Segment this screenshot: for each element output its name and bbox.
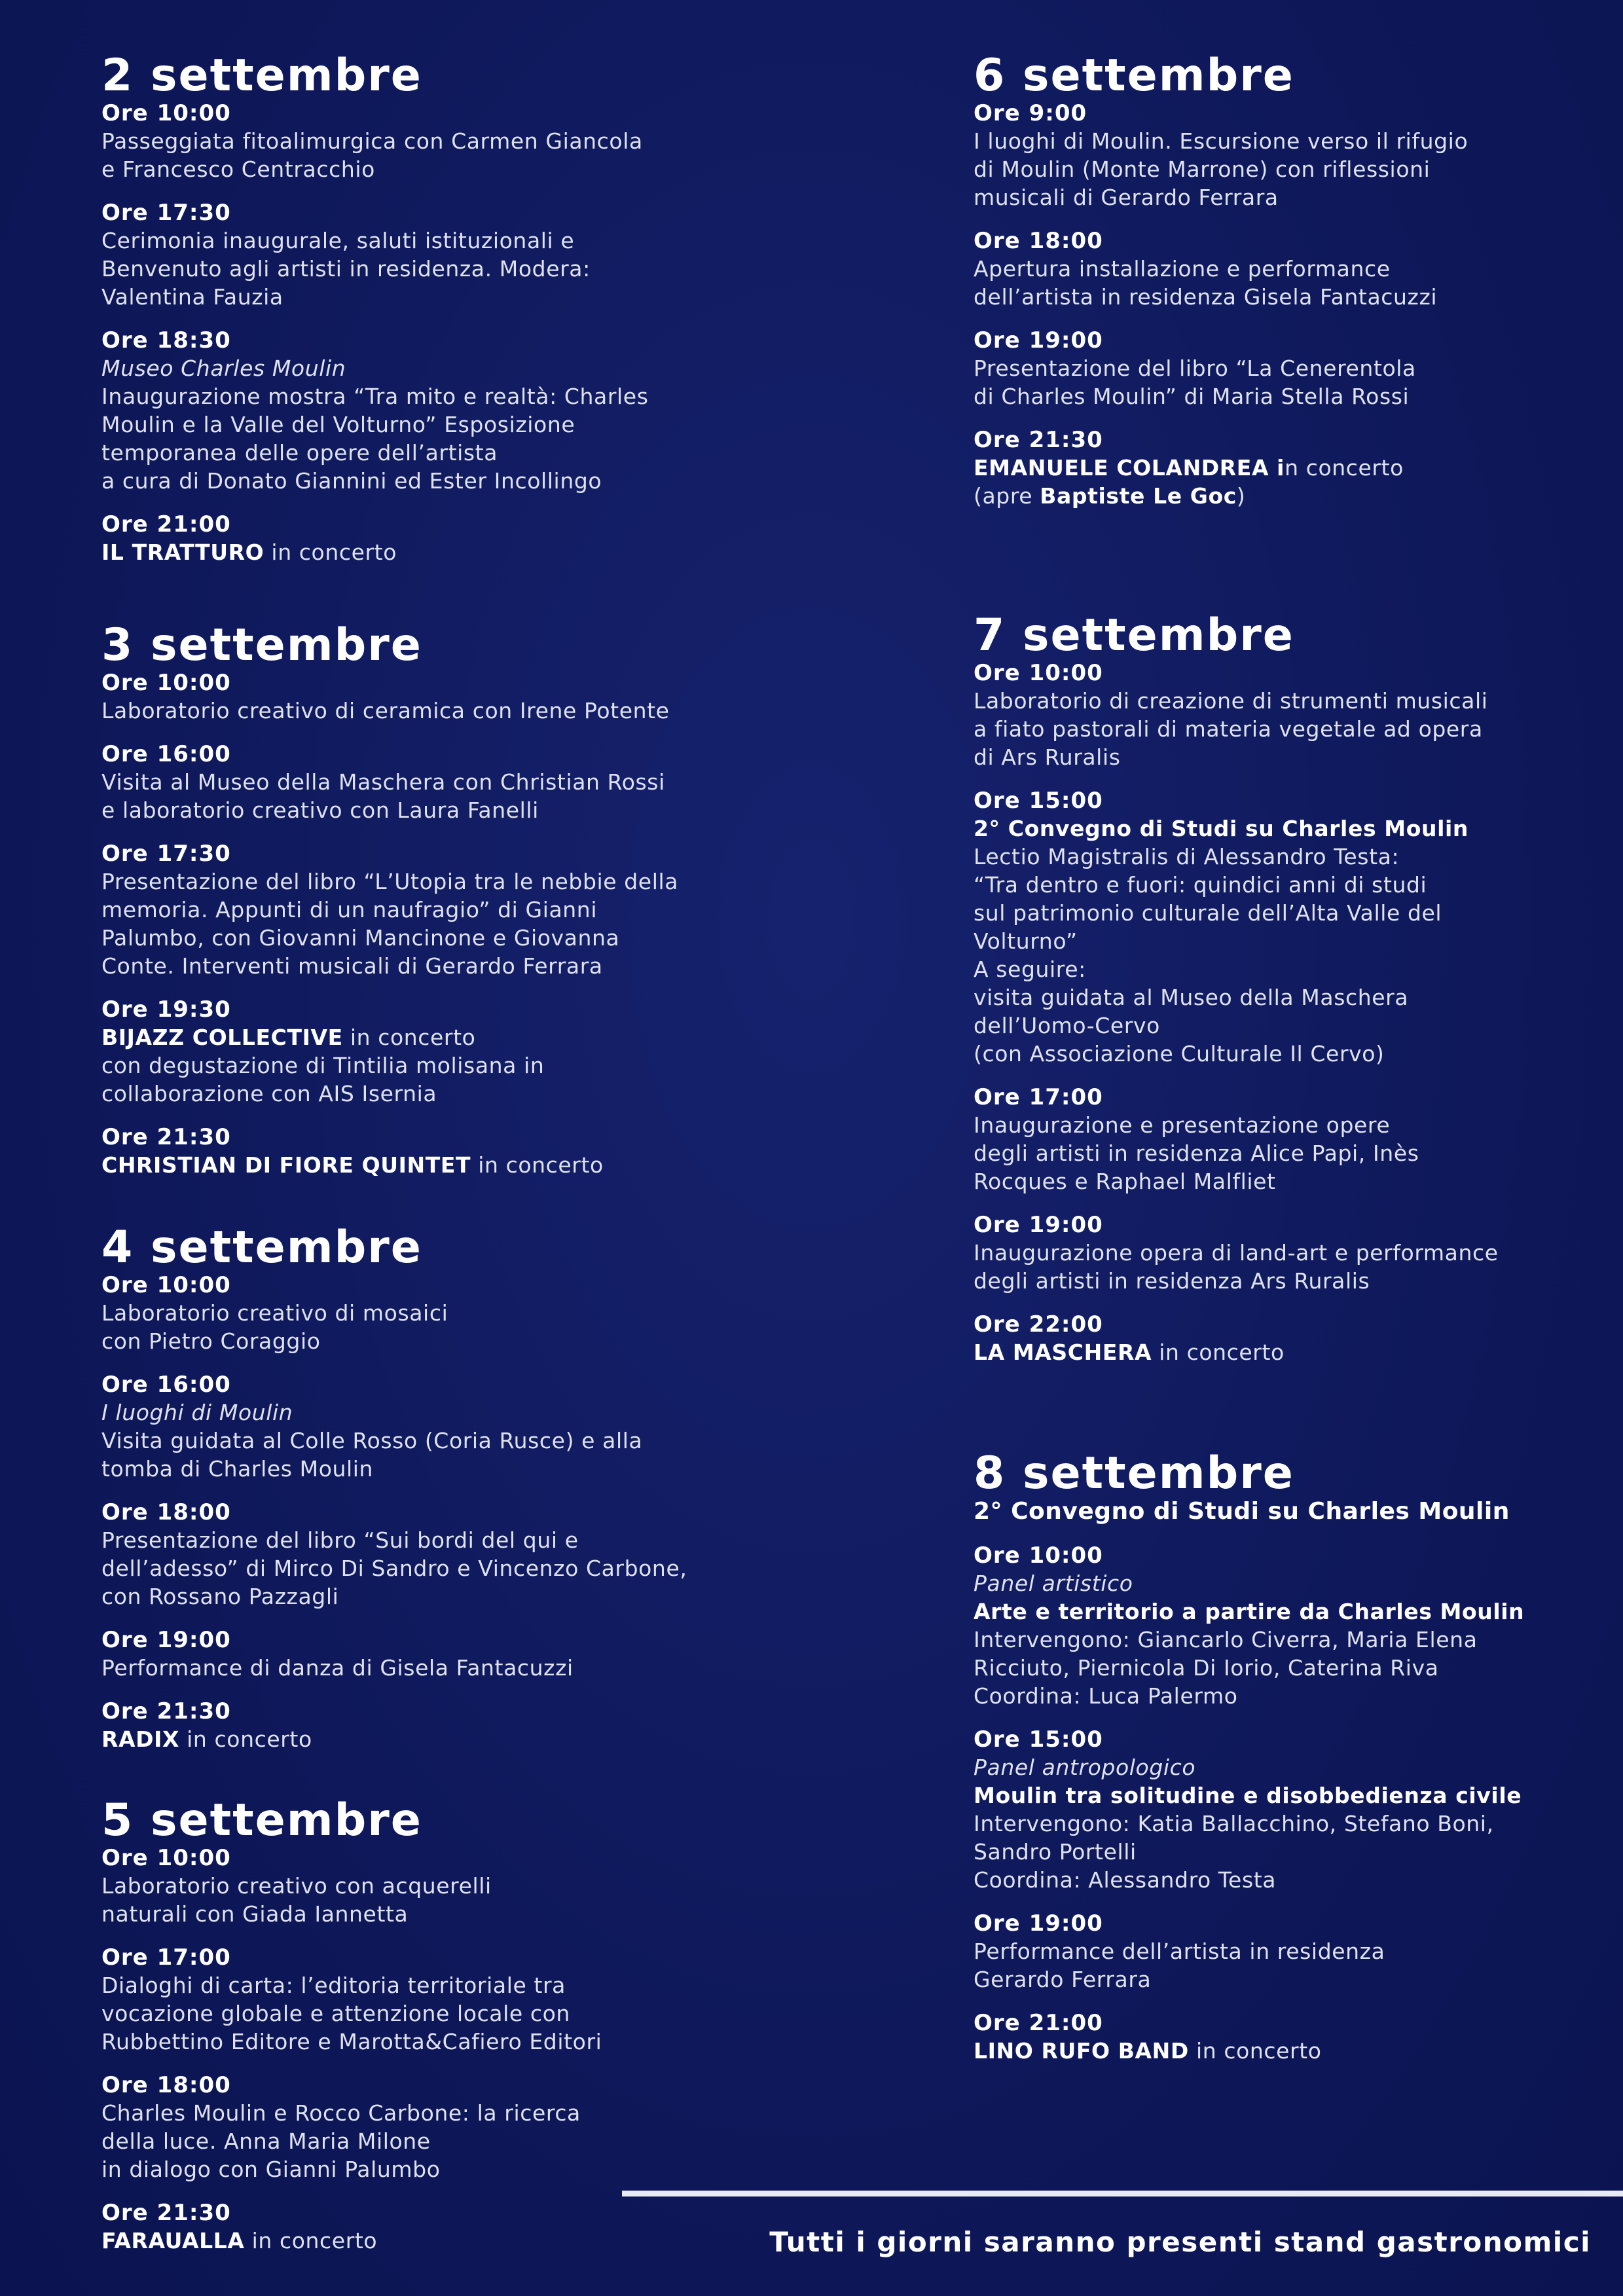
performer-name: EMANUELE COLANDREA i xyxy=(974,455,1285,481)
performer-name: LINO RUFO BAND xyxy=(974,2038,1189,2064)
event-description-line: Lectio Magistralis di Alessandro Testa: xyxy=(974,844,1400,869)
opening-suffix: ) xyxy=(1236,483,1246,509)
event-description-line: dell’adesso” di Mirco Di Sandro e Vincenzo Carbone, xyxy=(101,1556,687,1581)
event-description-line: visita guidata al Museo della Maschera xyxy=(974,985,1409,1010)
day-block xyxy=(974,52,1582,526)
event-location: Panel artistico xyxy=(974,1571,1133,1596)
event-description-line: dell’artista in residenza Gisela Fantacuzzi xyxy=(974,284,1438,310)
event-description-line: Laboratorio creativo con acquerelli xyxy=(101,1873,492,1899)
event-description-line: memoria. Appunti di un naufragio” di Gianni xyxy=(101,897,598,922)
event-time: Ore 9:00 xyxy=(974,100,1087,126)
schedule-entry xyxy=(974,1726,1582,1894)
performer-suffix: in concerto xyxy=(1188,2038,1322,2064)
event-description-line: Inaugurazione mostra “Tra mito e realtà: Charles xyxy=(101,384,649,409)
event-time: Ore 21:30 xyxy=(101,1124,231,1150)
schedule-entry xyxy=(974,1542,1582,1710)
event-time: Ore 15:00 xyxy=(974,1726,1103,1753)
event-time: Ore 10:00 xyxy=(101,1272,231,1298)
event-description-line: Intervengono: Katia Ballacchino, Stefano Boni, xyxy=(974,1811,1494,1836)
event-time: Ore 21:00 xyxy=(974,2010,1103,2036)
event-description-line: I luoghi di Moulin. Escursione verso il rifugio xyxy=(974,128,1468,154)
schedule-entry xyxy=(101,740,795,824)
day-title: 6 settembre xyxy=(974,50,1294,101)
schedule-entry xyxy=(101,840,795,980)
schedule-entry xyxy=(974,2009,1582,2065)
event-description-line: di Moulin (Monte Marrone) con riflessioni xyxy=(974,156,1431,182)
schedule-entry xyxy=(101,1499,795,1611)
schedule-entry xyxy=(974,1311,1582,1366)
day-block xyxy=(101,619,795,1195)
schedule-entry xyxy=(974,100,1582,211)
performer-suffix: in concerto xyxy=(179,1726,312,1752)
footer-note: Tutti i giorni saranno presenti stand gastronomici xyxy=(769,2226,1591,2258)
event-description-line: Visita al Museo della Maschera con Christian Rossi xyxy=(101,769,665,795)
performer-line xyxy=(974,1338,1582,1366)
event-description-line: a cura di Donato Giannini ed Ester Incollingo xyxy=(101,468,602,494)
event-description-line: Volturno” xyxy=(974,928,1078,954)
event-time: Ore 19:00 xyxy=(101,1627,231,1653)
event-time: Ore 10:00 xyxy=(101,670,231,696)
event-description-line: Ricciuto, Piernicola Di Iorio, Caterina Riva xyxy=(974,1655,1439,1681)
day-title: 3 settembre xyxy=(101,619,422,671)
event-location: I luoghi di Moulin xyxy=(101,1400,293,1425)
event-description-line: dell’Uomo-Cervo xyxy=(974,1013,1160,1038)
event-time: Ore 18:30 xyxy=(101,327,231,354)
event-description-line: Performance di danza di Gisela Fantacuzzi xyxy=(101,1655,574,1681)
event-heading: Arte e territorio a partire da Charles Moulin xyxy=(974,1599,1525,1624)
event-time: Ore 15:00 xyxy=(974,788,1103,814)
event-heading: 2° Convegno di Studi su Charles Moulin xyxy=(974,816,1469,841)
event-description-line: con Pietro Coraggio xyxy=(101,1328,321,1354)
left-column xyxy=(101,50,795,2253)
performer-line xyxy=(101,1151,795,1179)
event-description-line: Laboratorio creativo di mosaici xyxy=(101,1300,448,1326)
day-block xyxy=(101,52,795,582)
event-description-line: Valentina Fauzia xyxy=(101,284,283,310)
schedule-entry xyxy=(101,996,795,1108)
event-description-line: della luce. Anna Maria Milone xyxy=(101,2128,431,2154)
event-time: Ore 21:00 xyxy=(101,511,231,538)
schedule-entry xyxy=(974,1084,1582,1195)
schedule-entry xyxy=(101,1271,795,1355)
event-description-line: Inaugurazione e presentazione opere xyxy=(974,1112,1391,1138)
event-description-line: Coordina: Luca Palermo xyxy=(974,1683,1238,1709)
performer-suffix: in concerto xyxy=(342,1025,476,1050)
event-time: Ore 10:00 xyxy=(101,1845,231,1871)
event-description-line: Coordina: Alessandro Testa xyxy=(974,1867,1277,1893)
right-column xyxy=(974,52,1582,2147)
event-description-line: degli artisti in residenza Alice Papi, Inès xyxy=(974,1140,1419,1166)
performer-name: CHRISTIAN DI FIORE QUINTET xyxy=(101,1152,471,1178)
event-description-line: (con Associazione Culturale Il Cervo) xyxy=(974,1041,1385,1066)
footer-divider xyxy=(622,2191,1623,2196)
event-description-line: Sandro Portelli xyxy=(974,1839,1137,1865)
schedule-entry xyxy=(974,1910,1582,1994)
event-location: Museo Charles Moulin xyxy=(101,355,346,381)
event-description-line: tomba di Charles Moulin xyxy=(101,1456,374,1482)
event-time: Ore 19:00 xyxy=(974,327,1103,354)
event-description-line: Presentazione del libro “La Cenerentola xyxy=(974,355,1416,381)
performer-line xyxy=(101,1023,795,1051)
performer-name: LA MASCHERA xyxy=(974,1339,1152,1365)
event-time: Ore 18:00 xyxy=(101,2072,231,2098)
performer-line xyxy=(101,1725,795,1753)
event-time: Ore 18:00 xyxy=(101,1499,231,1525)
event-description-line: collaborazione con AIS Isernia xyxy=(101,1081,437,1106)
event-time: Ore 16:00 xyxy=(101,741,231,767)
event-description-line: Benvenuto agli artisti in residenza. Modera: xyxy=(101,256,591,282)
schedule-entry xyxy=(101,199,795,311)
schedule-entry xyxy=(974,787,1582,1068)
event-description-line: Palumbo, con Giovanni Mancinone e Giovanna xyxy=(101,925,620,951)
event-time: Ore 17:00 xyxy=(101,1944,231,1971)
event-description-line: Conte. Interventi musicali di Gerardo Ferrara xyxy=(101,953,603,979)
event-time: Ore 18:00 xyxy=(974,228,1103,254)
day-block xyxy=(974,1450,1582,2081)
event-description-line: Presentazione del libro “Sui bordi del qui e xyxy=(101,1527,579,1553)
event-description-line: Rubbettino Editore e Marotta&Cafiero Editori xyxy=(101,2029,602,2054)
event-description-line: Cerimonia inaugurale, saluti istituzionali e xyxy=(101,228,575,253)
schedule-entry xyxy=(101,1698,795,1753)
performer-name: IL TRATTURO xyxy=(101,539,264,565)
event-description-line: con degustazione di Tintilia molisana in xyxy=(101,1053,545,1078)
event-description-line: Presentazione del libro “L’Utopia tra le nebbie della xyxy=(101,869,679,894)
schedule-entry xyxy=(974,1211,1582,1295)
opening-act-line xyxy=(974,482,1582,510)
performer-suffix: in concerto xyxy=(244,2228,378,2253)
day-title: 5 settembre xyxy=(101,1795,422,1846)
opening-act-name: Baptiste Le Goc xyxy=(1040,483,1237,509)
day-title: 4 settembre xyxy=(101,1222,422,1273)
event-description-line: Gerardo Ferrara xyxy=(974,1967,1152,1992)
event-description-line: e Francesco Centracchio xyxy=(101,156,375,182)
event-description-line: Laboratorio di creazione di strumenti musicali xyxy=(974,688,1488,714)
day-block xyxy=(101,1224,795,1769)
schedule-entry xyxy=(101,1944,795,2056)
performer-suffix: in concerto xyxy=(471,1152,604,1178)
schedule-entry xyxy=(101,1626,795,1682)
performer-suffix: in concerto xyxy=(1152,1339,1285,1365)
day-title: 8 settembre xyxy=(974,1448,1294,1499)
event-description-line: Inaugurazione opera di land-art e performance xyxy=(974,1240,1499,1266)
performer-name: BIJAZZ COLLECTIVE xyxy=(101,1025,343,1050)
event-description-line: vocazione globale e attenzione locale con xyxy=(101,2001,570,2026)
event-location: Panel antropologico xyxy=(974,1755,1196,1780)
event-time: Ore 17:30 xyxy=(101,841,231,867)
event-description-line: di Ars Ruralis xyxy=(974,744,1121,770)
event-description-line: Visita guidata al Colle Rosso (Coria Rusce) e alla xyxy=(101,1428,643,1453)
schedule-entry xyxy=(101,669,795,725)
schedule-entry xyxy=(101,511,795,566)
event-time: Ore 21:30 xyxy=(101,2200,231,2226)
event-description-line: degli artisti in residenza Ars Ruralis xyxy=(974,1268,1370,1294)
day-title: 7 settembre xyxy=(974,610,1294,661)
event-description-line: “Tra dentro e fuori: quindici anni di studi xyxy=(974,872,1427,898)
schedule-entry xyxy=(974,426,1582,510)
event-description-line: e laboratorio creativo con Laura Fanelli xyxy=(101,797,539,823)
schedule-entry xyxy=(101,327,795,495)
event-description-line: Passeggiata fitoalimurgica con Carmen Giancola xyxy=(101,128,643,154)
schedule-entry xyxy=(101,1844,795,1928)
schedule-entry xyxy=(974,227,1582,311)
schedule-entry xyxy=(101,1123,795,1179)
event-description-line: Charles Moulin e Rocco Carbone: la ricerca xyxy=(101,2100,581,2126)
schedule-entry xyxy=(101,2071,795,2183)
day-subtitle: 2° Convegno di Studi su Charles Moulin xyxy=(974,1498,1510,1525)
event-description-line: di Charles Moulin” di Maria Stella Rossi xyxy=(974,384,1410,409)
event-description-line: Apertura installazione e performance xyxy=(974,256,1391,282)
event-description-line: Performance dell’artista in residenza xyxy=(974,1939,1385,1964)
event-time: Ore 16:00 xyxy=(101,1372,231,1398)
performer-name: RADIX xyxy=(101,1726,180,1752)
event-time: Ore 19:00 xyxy=(974,1212,1103,1238)
event-description-line: musicali di Gerardo Ferrara xyxy=(974,185,1279,210)
event-heading: Moulin tra solitudine e disobbedienza civile xyxy=(974,1783,1522,1808)
event-description-line: Dialoghi di carta: l’editoria territoriale tra xyxy=(101,1973,566,1998)
event-description-line: Rocques e Raphael Malfliet xyxy=(974,1169,1276,1194)
event-time: Ore 17:00 xyxy=(974,1084,1103,1110)
performer-line xyxy=(974,2037,1582,2065)
event-description-line: Laboratorio creativo di ceramica con Irene Potente xyxy=(101,698,670,723)
performer-name: FARAUALLA xyxy=(101,2228,245,2253)
event-description-line: Intervengono: Giancarlo Civerra, Maria Elena xyxy=(974,1627,1478,1652)
day-block xyxy=(974,612,1582,1382)
event-description-line: a fiato pastorali di materia vegetale ad opera xyxy=(974,716,1483,742)
opening-prefix: (apre xyxy=(974,483,1040,509)
event-description-line: con Rossano Pazzagli xyxy=(101,1584,339,1609)
event-description-line: sul patrimonio culturale dell’Alta Valle del xyxy=(974,900,1442,926)
event-description-line: in dialogo con Gianni Palumbo xyxy=(101,2157,441,2182)
schedule-entry xyxy=(101,100,795,183)
schedule-entry xyxy=(974,327,1582,410)
event-description-line: naturali con Giada Iannetta xyxy=(101,1901,409,1927)
event-time: Ore 10:00 xyxy=(974,660,1103,686)
event-description-line: A seguire: xyxy=(974,957,1086,982)
schedule-entry xyxy=(101,1371,795,1483)
event-time: Ore 19:00 xyxy=(974,1910,1103,1937)
event-time: Ore 19:30 xyxy=(101,996,231,1023)
event-description-line: temporanea delle opere dell’artista xyxy=(101,440,498,465)
event-time: Ore 21:30 xyxy=(101,1698,231,1724)
day-title: 2 settembre xyxy=(101,50,422,101)
event-time: Ore 10:00 xyxy=(101,100,231,126)
performer-suffix: n concerto xyxy=(1285,455,1404,481)
performer-line xyxy=(974,454,1582,482)
event-time: Ore 21:30 xyxy=(974,427,1103,453)
event-description-line: Moulin e la Valle del Volturno” Esposizione xyxy=(101,412,575,437)
event-time: Ore 17:30 xyxy=(101,200,231,226)
performer-suffix: in concerto xyxy=(264,539,397,565)
schedule-entry xyxy=(974,659,1582,771)
day-block xyxy=(101,1797,795,2270)
performer-line xyxy=(101,538,795,566)
event-time: Ore 10:00 xyxy=(974,1542,1103,1569)
event-time: Ore 22:00 xyxy=(974,1311,1103,1338)
